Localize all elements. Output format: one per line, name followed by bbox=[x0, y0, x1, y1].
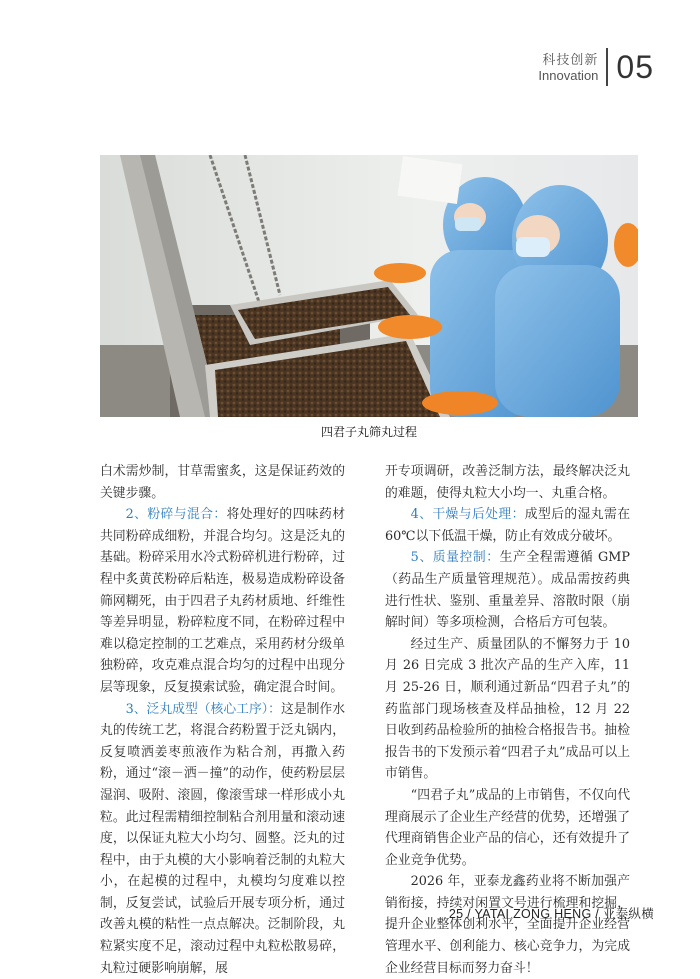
paragraph bbox=[385, 504, 630, 547]
paragraph bbox=[100, 699, 345, 979]
article-column-left bbox=[100, 461, 345, 979]
step-heading: 2、粉碎与混合： bbox=[125, 507, 227, 523]
step-body: 生产全程需遵循 GMP（药品生产质量管理规范）。成品需按药典进行性状、鉴别、重量差异、溶散时限（崩解时间）等多项检测，合格后方可包装。 bbox=[385, 550, 630, 631]
section-number: 05 bbox=[616, 49, 654, 85]
page-footer: 25 / YATAI ZONG HENG / 亚泰纵横 bbox=[448, 907, 654, 921]
section-header bbox=[538, 44, 654, 90]
paragraph bbox=[385, 547, 630, 633]
paragraph: 开专项调研，改善泛制方法，最终解决泛丸的难题，使得丸粒大小均一、丸重合格。 bbox=[385, 464, 630, 501]
header-divider bbox=[606, 48, 608, 86]
paragraph: “四君子丸”成品的上市销售，不仅向代理商展示了企业生产经营的优势，还增强了代理商销售企业产品的信心，还有效提升了企业竞争优势。 bbox=[385, 787, 630, 868]
article-column-right bbox=[385, 461, 630, 979]
production-photo bbox=[100, 155, 638, 417]
section-title bbox=[538, 51, 598, 84]
step-body: 将处理好的四味药材共同粉碎成细粉，并混合均匀。这是泛丸的基础。粉碎采用水冷式粉碎机进行粉碎，过程中炙黄芪粉碎后粘连，极易造成粉碎设备筛网糊死，由于四君子丸药材质地、纤维性等差异明显，粉碎粒度不同，在粉碎过程中难以稳定控制的工艺难点，采用药材分级单独粉碎，攻克难点混合均匀的过程中出现分层等现象，反复摸索试验，确定混合时间。 bbox=[100, 507, 345, 695]
step-heading: 5、质量控制： bbox=[410, 550, 500, 566]
paragraph: 2026 年，亚泰龙鑫药业将不断加强产销衔接，持续对闲置文号进行梳理和挖掘，提升企业整体创利水平，全面提升企业经营管理水平、创利能力、核心竞争力，为完成企业经营目标而努力奋斗！ bbox=[385, 874, 630, 976]
paragraph: 经过生产、质量团队的不懈努力于 10 月 26 日完成 3 批次产品的生产入库，11 月 25-26 日，顺利通过新品“四君子丸”的药监部门现场核查及样品抽检，12 月 22 日收到药品检验所的抽检合格报告书。抽检报告书的下发预示着“四君子丸”成品可以上市销售。 bbox=[385, 636, 630, 782]
step-body: 成型后的湿丸需在 60℃以下低温干燥，防止有效成分破坏。 bbox=[385, 507, 630, 544]
section-title-zh: 科技创新 bbox=[542, 51, 599, 67]
step-body: 这是制作水丸的传统工艺，将混合药粉置于泛丸锅内，反复喷洒姜枣煎液作为粘合剂，再撒入药粉，通过“滚－洒－撞”的动作，使药粉层层湿润、吸附、滚圆，像滚雪球一样形成小丸粒。此过程需精细控制粘合剂用量和滚动速度，以保证丸粒大小均匀、圆整。泛丸的过程中，由于丸模的大小影响着泛制的丸粒大小，在起模的过程中，丸模均匀度难以控制，反复尝试，试验后开展专项分析，通过改善丸模的粘性一点点解决。泛制阶段，丸粒紧实度不足，滚动过程中丸粒松散易碎，丸粒过硬影响崩解，展 bbox=[100, 701, 345, 976]
photo-caption: 四君子丸筛丸过程 bbox=[320, 425, 417, 439]
section-title-en: Innovation bbox=[538, 67, 599, 83]
step-heading: 3、泛丸成型（核心工序）： bbox=[125, 701, 281, 717]
paragraph bbox=[100, 504, 345, 698]
paragraph: 白术需炒制，甘草需蜜炙，这是保证药效的关键步骤。 bbox=[100, 464, 345, 501]
step-heading: 4、干燥与后处理： bbox=[410, 507, 525, 523]
